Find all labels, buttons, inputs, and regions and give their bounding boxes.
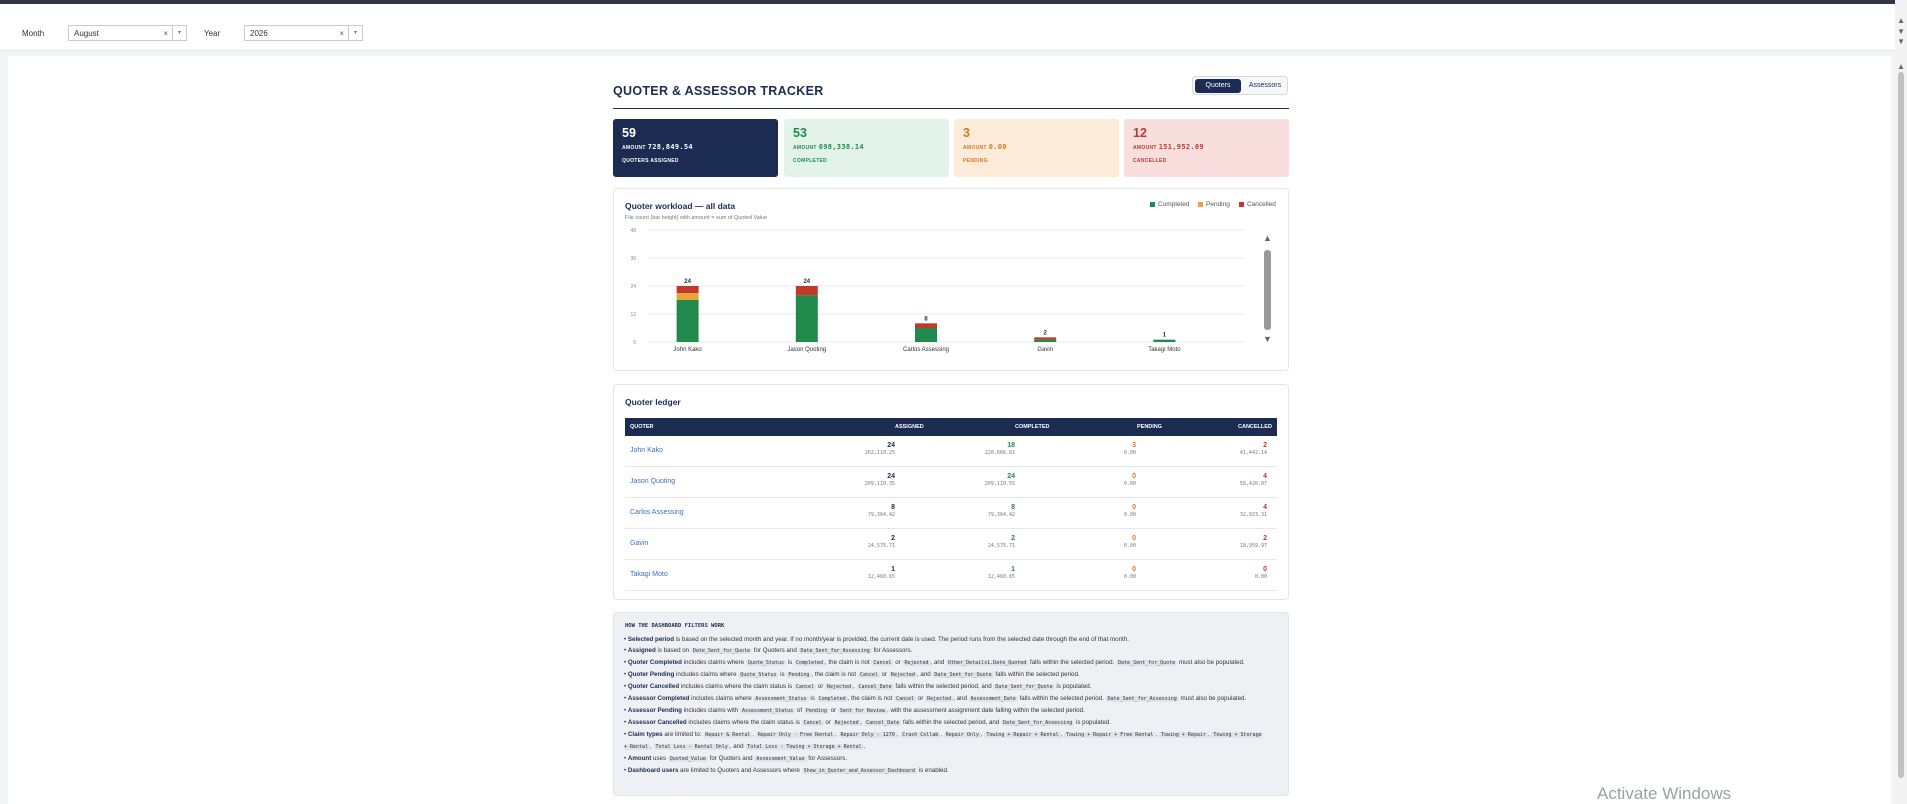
cancelled-cell — [1147, 566, 1267, 580]
assigned-count: 8 — [891, 504, 895, 511]
assigned-count: 1 — [891, 566, 895, 573]
field-code: Other_Details1.Date_Quoted — [948, 660, 1027, 666]
field-code: Repair & Rental — [705, 732, 751, 738]
note-text: for Quoters and — [752, 647, 799, 654]
month-label: Month — [22, 29, 45, 38]
ledger-title: Quoter ledger — [625, 397, 681, 407]
field-code: Rejected — [890, 672, 915, 678]
card-label: COMPLETED — [793, 158, 828, 164]
scroll-up-icon[interactable]: ▲ — [1263, 233, 1272, 243]
field-code: Date_Sent_for_Quote — [934, 672, 992, 678]
pending-cell — [1016, 504, 1136, 518]
clear-icon[interactable]: × — [163, 29, 168, 38]
card-amount-label: AMOUNT — [1133, 145, 1157, 151]
notes-list — [624, 634, 1264, 777]
assigned-count: 24 — [887, 473, 895, 480]
field-code: Towing + Storage + Rental — [624, 732, 1262, 750]
y-tick-label: 36 — [630, 256, 636, 262]
field-code: Cancel — [803, 720, 822, 726]
note-item — [624, 645, 1264, 657]
cancelled-count: 4 — [1263, 473, 1267, 480]
quoter-name-link[interactable]: Takagi Moto — [630, 571, 668, 578]
quoter-name-link[interactable]: Gavin — [630, 540, 649, 547]
assigned-amount: 12,460.65 — [867, 574, 895, 580]
card-amount-label: AMOUNT — [622, 145, 646, 151]
note-item — [624, 717, 1264, 729]
assigned-amount: 79,364.42 — [867, 512, 895, 518]
field-code: Assessment_Status — [755, 696, 807, 702]
month-value: August — [74, 29, 99, 38]
completed-count: 8 — [1011, 504, 1015, 511]
col-cancelled: CANCELLED — [1238, 424, 1272, 430]
cancelled-amount: 18,959.97 — [1239, 543, 1267, 549]
completed-cell — [895, 442, 1015, 456]
note-text: , — [1207, 731, 1212, 738]
chevron-down-icon[interactable]: ▾ — [348, 26, 362, 40]
pending-amount: 0.00 — [1123, 450, 1136, 456]
note-text: , — [650, 743, 654, 750]
note-text: , — [940, 731, 944, 738]
pending-cell — [1016, 566, 1136, 580]
quoter-name-link[interactable]: John Kako — [630, 447, 664, 454]
completed-cell — [895, 566, 1015, 580]
chart-title: Quoter workload — all data — [625, 201, 736, 211]
legend-cancelled — [1239, 201, 1276, 208]
note-item — [624, 657, 1264, 669]
note-text: is — [778, 671, 787, 678]
note-text: falls within the selected period, and — [893, 683, 994, 690]
note-item — [624, 705, 1264, 717]
completed-amount: 24,575.71 — [987, 543, 1015, 549]
field-code: Date_Sent_for_Assessing — [1107, 696, 1177, 702]
field-code: Quoted_Value — [669, 756, 706, 762]
year-select[interactable] — [244, 25, 363, 41]
card-count: 53 — [793, 126, 807, 140]
page-title: QUOTER & ASSESSOR TRACKER — [613, 84, 824, 98]
notes-heading: HOW THE DASHBOARD FILTERS WORK — [625, 623, 725, 629]
completed-count: 2 — [1011, 535, 1015, 542]
x-tick-label: Carlos Assessing — [902, 347, 950, 353]
card-label: CANCELLED — [1133, 158, 1167, 164]
card-amount — [1133, 143, 1280, 151]
note-text: are limited to: — [662, 731, 704, 738]
note-text: or — [816, 683, 825, 690]
field-code: Rejected — [827, 684, 852, 690]
legend-swatch — [1198, 202, 1203, 207]
y-tick-label: 0 — [633, 340, 636, 346]
note-text: , the claim is not — [824, 659, 872, 666]
scroll-down-icon[interactable]: ▼ — [1897, 37, 1905, 46]
note-text: , — [853, 683, 857, 690]
note-text: must also be populated. — [1178, 695, 1247, 702]
pending-amount: 0.00 — [1123, 574, 1136, 580]
completed-amount: 209,110.55 — [984, 481, 1015, 487]
field-code: Cancel — [896, 696, 915, 702]
note-item — [624, 681, 1264, 693]
pending-cell — [1016, 473, 1136, 487]
note-text: , and — [729, 743, 746, 750]
assigned-cell — [775, 566, 895, 580]
field-code: Cancel_Date — [858, 684, 892, 690]
field-code: Completed — [795, 660, 823, 666]
summary-card — [613, 119, 778, 177]
scroll-thumb[interactable] — [1898, 72, 1904, 778]
note-term: Amount — [627, 755, 652, 762]
note-text: , with the assessment assignment date falling within the selected period. — [887, 707, 1085, 714]
field-code: Assessment_Date — [970, 696, 1016, 702]
card-count: 59 — [622, 126, 636, 140]
note-text: is — [785, 659, 794, 666]
note-text: uses — [651, 755, 668, 762]
field-code: Rejected — [927, 696, 952, 702]
note-text: is enabled. — [916, 767, 949, 774]
note-item — [624, 634, 1264, 645]
field-code: Assessment_Status — [742, 708, 794, 714]
scroll-up-icon[interactable]: ▲ — [1897, 62, 1905, 71]
summary-card — [784, 119, 949, 177]
bar-cancelled — [677, 286, 699, 293]
note-text: , and — [916, 671, 933, 678]
assigned-amount: 24,575.71 — [867, 543, 895, 549]
note-text: , — [896, 731, 901, 738]
bar-pending — [677, 293, 699, 300]
field-code: Sent for Review — [839, 708, 885, 714]
note-term: Assessor Completed — [627, 695, 690, 702]
field-code: Date_Sent_for_Quote — [995, 684, 1053, 690]
col-assigned: ASSIGNED — [895, 424, 924, 430]
note-text: is based on the selected month and year. If no month/year is provided, the current date is used. The period runs from the selected date through the end of that month. — [673, 636, 1129, 643]
y-tick-label: 24 — [630, 284, 636, 290]
note-text: , — [1155, 731, 1159, 738]
completed-amount: 12,460.65 — [987, 574, 1015, 580]
scroll-up-icon[interactable]: ▲ — [1897, 16, 1905, 25]
assigned-count: 24 — [887, 442, 895, 449]
chart-panel — [613, 188, 1289, 371]
pending-count: 0 — [1132, 566, 1136, 573]
bar-completed — [1153, 340, 1175, 342]
card-amount — [963, 143, 1110, 151]
chart-subtitle: File count (bar height) with amount = sum of Quoted Value — [625, 215, 768, 221]
bar-total-label: 24 — [684, 279, 691, 285]
assigned-count: 2 — [891, 535, 895, 542]
note-text: , and — [930, 659, 947, 666]
cancelled-count: 2 — [1263, 535, 1267, 542]
completed-cell — [895, 473, 1015, 487]
summary-card — [954, 119, 1119, 177]
quoter-name-link[interactable]: Carlos Assessing — [630, 509, 684, 516]
note-text: includes claims with — [681, 707, 741, 714]
card-amount-value: 728,849.54 — [647, 143, 693, 151]
note-text: . — [863, 743, 866, 750]
completed-count: 18 — [1007, 442, 1015, 449]
note-text: for Quoters and — [707, 755, 755, 762]
legend-label: Completed — [1158, 201, 1190, 208]
view-toggle — [1192, 76, 1288, 95]
x-tick-label: John Kako — [673, 347, 702, 353]
bar-completed — [796, 295, 818, 342]
cancelled-cell — [1147, 442, 1267, 456]
note-item — [624, 765, 1264, 777]
note-item — [624, 729, 1264, 753]
note-text: includes claims where — [674, 671, 739, 678]
bar-total-label: 2 — [1043, 330, 1047, 337]
legend-completed — [1150, 201, 1189, 208]
completed-count: 1 — [1011, 566, 1015, 573]
pending-count: 0 — [1132, 504, 1136, 511]
x-tick-label: Jason Quoting — [787, 347, 827, 353]
table-row — [625, 498, 1277, 529]
quoters-tab[interactable]: Quoters — [1195, 79, 1241, 93]
pending-amount: 0.00 — [1123, 512, 1136, 518]
cancelled-count: 0 — [1263, 566, 1267, 573]
field-code: Assessment_Value — [756, 756, 805, 762]
field-code: Cancel — [873, 660, 892, 666]
field-code: Total Loss - Towing + Storage + Rental — [747, 744, 862, 750]
note-text: , the claim is not — [847, 695, 895, 702]
col-completed: COMPLETED — [1015, 424, 1050, 430]
assigned-cell — [775, 535, 895, 549]
chart-scroll-thumb[interactable] — [1264, 250, 1271, 330]
card-amount — [793, 143, 940, 151]
title-divider — [613, 108, 1289, 109]
field-code: Quote_Status — [747, 660, 784, 666]
note-term: Quoter Completed — [627, 659, 682, 666]
field-code: Date_Sent_for_Quote — [1118, 660, 1176, 666]
note-text: is populated. — [1054, 683, 1092, 690]
cancelled-amount: 58,420.07 — [1239, 481, 1267, 487]
assessors-tab[interactable]: Assessors — [1248, 82, 1282, 89]
field-code: Cancel — [795, 684, 815, 690]
page-scrollbar[interactable] — [1895, 0, 1907, 804]
cancelled-cell — [1147, 473, 1267, 487]
legend-pending — [1198, 201, 1230, 208]
completed-amount: 79,364.42 — [987, 512, 1015, 518]
scroll-down-icon[interactable]: ▼ — [1897, 27, 1905, 36]
note-term: Assigned — [627, 647, 656, 654]
field-code: Date_Sent_for_Assessing — [800, 648, 870, 654]
field-code: Crash Collab — [902, 732, 939, 738]
ledger-header — [625, 418, 1277, 436]
note-text: includes claims where — [681, 659, 746, 666]
note-term: Assessor Pending — [627, 707, 682, 714]
month-select[interactable] — [68, 25, 187, 41]
note-term: Selected period — [627, 636, 674, 643]
note-text: is — [808, 695, 817, 702]
note-text: falls within the selected period. — [993, 671, 1080, 678]
note-text: , — [980, 731, 985, 738]
assigned-cell — [775, 504, 895, 518]
note-term: Quoter Pending — [627, 671, 675, 678]
field-code: Rejected — [904, 660, 929, 666]
field-code: Date_Sent_for_Quote — [692, 648, 751, 654]
completed-cell — [895, 504, 1015, 518]
card-label: QUOTERS ASSIGNED — [622, 158, 679, 164]
filter-bar — [0, 4, 1895, 51]
windows-watermark: Activate Windows — [1597, 784, 1732, 803]
table-row — [625, 436, 1277, 467]
bar-completed — [677, 300, 699, 342]
scroll-down-icon[interactable]: ▼ — [1263, 334, 1272, 344]
completed-count: 24 — [1007, 473, 1015, 480]
note-text: includes claims where — [689, 695, 754, 702]
field-code: Repair Only - Free Rental — [757, 732, 834, 738]
cancelled-amount: 41,442.14 — [1239, 450, 1267, 456]
assigned-amount: 209,110.35 — [864, 481, 895, 487]
field-code: Repair Only - 1270 — [840, 732, 895, 738]
note-text: , — [1060, 731, 1065, 738]
note-term: Assessor Cancelled — [627, 719, 687, 726]
note-text: includes claims where the claim status is — [679, 683, 794, 690]
note-text: or — [893, 659, 903, 666]
note-text: must also be populated. — [1177, 659, 1245, 666]
note-text: falls within the selected period, and — [901, 719, 1001, 726]
bar-cancelled — [1034, 337, 1056, 339]
clear-icon[interactable]: × — [339, 29, 344, 38]
legend-swatch — [1150, 202, 1155, 207]
completed-cell — [895, 535, 1015, 549]
pending-cell — [1016, 442, 1136, 456]
field-code: Towing + Repair — [1160, 732, 1206, 738]
completed-amount: 220,666.81 — [984, 450, 1015, 456]
note-text: or — [828, 707, 838, 714]
card-amount-label: AMOUNT — [793, 145, 817, 151]
card-amount-value: 698,338.14 — [818, 143, 864, 151]
note-text: are limited to Quoters and Assessors where — [678, 767, 802, 774]
col-pending: PENDING — [1137, 424, 1163, 430]
cancelled-cell — [1147, 535, 1267, 549]
note-text: falls within the selected period. — [1017, 695, 1106, 702]
note-text: , the claim is not — [811, 671, 858, 678]
note-text: , and — [953, 695, 969, 702]
note-text: or — [823, 719, 833, 726]
card-amount-label: AMOUNT — [963, 145, 987, 151]
assigned-cell — [775, 473, 895, 487]
field-code: Cancel_Date — [866, 720, 900, 726]
year-label: Year — [204, 29, 221, 38]
summary-card — [1124, 119, 1289, 177]
card-count: 3 — [963, 126, 970, 140]
note-term: Claim types — [627, 731, 663, 738]
table-row — [625, 529, 1277, 560]
card-label: PENDING — [963, 158, 988, 164]
pending-count: 3 — [1132, 442, 1136, 449]
note-item — [624, 669, 1264, 681]
legend-swatch — [1239, 202, 1244, 207]
pending-cell — [1016, 535, 1136, 549]
cancelled-count: 4 — [1263, 504, 1267, 511]
note-item — [624, 753, 1264, 765]
note-term: Dashboard users — [627, 767, 679, 774]
note-item — [624, 693, 1264, 705]
x-tick-label: Gavin — [1037, 347, 1054, 353]
chevron-down-icon[interactable]: ▾ — [172, 26, 186, 40]
note-text: includes claims where the claim status is — [686, 719, 802, 726]
note-text: or — [916, 695, 926, 702]
field-code: Towing + Repair + Free Rental — [1066, 732, 1154, 738]
assigned-amount: 262,110.25 — [864, 450, 895, 456]
pending-count: 0 — [1132, 473, 1136, 480]
note-text: falls within the selected period. — [1028, 659, 1117, 666]
bar-cancelled — [915, 323, 937, 328]
note-text: for Assessors. — [806, 755, 848, 762]
card-count: 12 — [1133, 126, 1147, 140]
pending-amount: 0.00 — [1123, 543, 1136, 549]
note-text: , — [752, 731, 756, 738]
field-code: Rejected — [834, 720, 859, 726]
field-code: Completed — [818, 696, 846, 702]
y-tick-label: 48 — [630, 228, 636, 234]
field-code: Quote_Status — [740, 672, 777, 678]
bar-cancelled — [796, 286, 818, 295]
legend-label: Cancelled — [1247, 201, 1276, 208]
pending-amount: 0.00 — [1123, 481, 1136, 487]
card-amount-value: 151,952.09 — [1158, 143, 1204, 151]
note-text: of — [795, 707, 804, 714]
card-amount — [622, 143, 769, 151]
bar-total-label: 1 — [1162, 332, 1167, 339]
card-amount-value: 0.00 — [988, 143, 1007, 151]
field-code: Pending — [788, 672, 810, 678]
y-tick-label: 12 — [630, 312, 636, 318]
field-code: Repair Only — [945, 732, 979, 738]
x-tick-label: Takagi Moto — [1148, 347, 1181, 353]
field-code: Cancel — [859, 672, 878, 678]
filter-notes — [613, 612, 1289, 796]
pending-count: 0 — [1132, 535, 1136, 542]
legend-label: Pending — [1206, 201, 1230, 208]
table-row — [625, 560, 1277, 591]
cancelled-amount: 0.00 — [1254, 574, 1267, 580]
field-code: Pending — [805, 708, 827, 714]
table-row — [625, 467, 1277, 498]
chart-scrollbar[interactable] — [1263, 233, 1272, 344]
field-code: Total Loss - Rental Only — [655, 744, 728, 750]
note-text: or — [879, 671, 889, 678]
col-quoter: QUOTER — [630, 424, 654, 430]
field-code: Date_Sent_for_Assessing — [1003, 720, 1073, 726]
bar-total-label: 24 — [803, 279, 811, 285]
bar-completed — [915, 328, 937, 342]
cancelled-cell — [1147, 504, 1267, 518]
note-text: is based on — [655, 647, 691, 654]
cancelled-amount: 32,923.31 — [1239, 512, 1267, 518]
bar-completed — [1034, 340, 1056, 342]
cancelled-count: 2 — [1263, 442, 1267, 449]
field-code: Towing + Repair + Rental — [986, 732, 1059, 738]
quoter-name-link[interactable]: Jason Quoting — [630, 478, 676, 485]
ledger-panel — [613, 384, 1289, 600]
field-code: Show_in_Quoter_and_Assessor_Dashboard — [803, 768, 915, 774]
bar-total-label: 8 — [924, 316, 928, 323]
note-text: for Assessors. — [871, 647, 913, 654]
note-text: , — [860, 719, 865, 726]
assigned-cell — [775, 442, 895, 456]
workload-chart — [614, 219, 1288, 369]
year-value: 2026 — [250, 29, 268, 38]
note-term: Quoter Cancelled — [627, 683, 680, 690]
note-text: is populated. — [1074, 719, 1112, 726]
note-text: , — [835, 731, 839, 738]
